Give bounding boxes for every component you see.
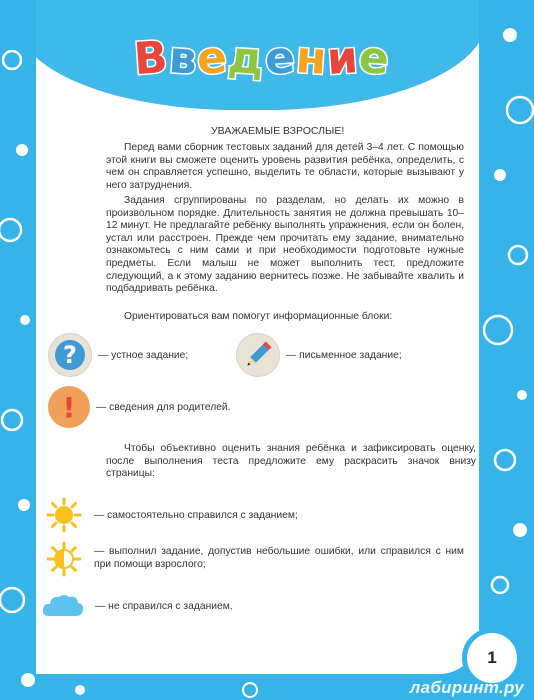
cloud-label: — не справился с заданием. <box>95 600 233 612</box>
mark-cloud <box>41 592 233 620</box>
oral-task-label: — устное задание; <box>98 349 189 361</box>
title-letter: В <box>132 31 171 86</box>
cloud-icon <box>41 592 85 620</box>
instructions-paragraph: Задания сгруппированы по разделам, но делать их можно в произвольном порядке. Длительность занятия не должна превышать 10–12 минут. Не предлагайте ребёнку выполнять упражнения, если он болен, устал или расстроен. Прежде чем прочитать ему задание, внимательно ознакомьтесь с ним сами и при необходимости подготовьте нужные предметы. Если малыш не может выполнить тест, предложите следующий, а к этому заданию вернитесь позже. Не забывайте хвалить и подбадривать ребёнка. <box>106 195 464 295</box>
svg-text:!: ! <box>62 391 76 424</box>
title-letter: д <box>226 31 267 86</box>
title-letter: е <box>263 31 298 86</box>
title-letter: е <box>195 31 230 86</box>
title-letter: н <box>293 31 329 86</box>
sun-label: — самостоятельно справился с заданием; <box>94 509 298 521</box>
watermark: лабиринт.ру <box>409 678 524 697</box>
mark-half-sun <box>46 541 466 577</box>
title-letter: и <box>325 31 361 86</box>
title-letter: е <box>357 31 392 86</box>
section-heading: УВАЖАЕМЫЕ ВЗРОСЛЫЕ! <box>211 125 345 137</box>
page-title <box>134 33 390 84</box>
intro-paragraph: Перед вами сборник тестовых заданий для детей 3–4 лет. С помощью этой книги вы сможете оценить уровень развития ребёнка, определить, с чем он справляется успешно, выделить те области, которые вызывают у него затруднения. <box>106 142 464 191</box>
written-task-label: — письменное задание; <box>286 349 402 361</box>
svg-text:?: ? <box>63 341 77 369</box>
half-sun-icon <box>46 541 82 577</box>
info-block-oral <box>48 333 188 377</box>
sun-icon <box>46 497 82 533</box>
title-letter: в <box>166 32 200 85</box>
info-block-written <box>236 333 402 377</box>
info-blocks-intro: Ориентироваться вам помогут информационные блоки: <box>124 311 393 322</box>
info-block-parents <box>48 386 231 428</box>
exclamation-icon <box>48 386 90 428</box>
parents-info-label: — сведения для родителей. <box>96 401 231 413</box>
mark-sun <box>46 497 298 533</box>
half-sun-label: — выполнил задание, допустив небольшие ошибки, или справился с ним при помощи взрослого; <box>94 546 464 570</box>
question-icon <box>48 333 92 377</box>
page-number: 1 <box>462 628 522 688</box>
marks-intro-paragraph: Чтобы объективно оценить знания ребёнка и зафиксировать оценку, после выполнения теста предложите ему раскрасить значок внизу страницы: <box>106 443 476 480</box>
pencil-icon <box>236 333 280 377</box>
page <box>36 0 479 674</box>
